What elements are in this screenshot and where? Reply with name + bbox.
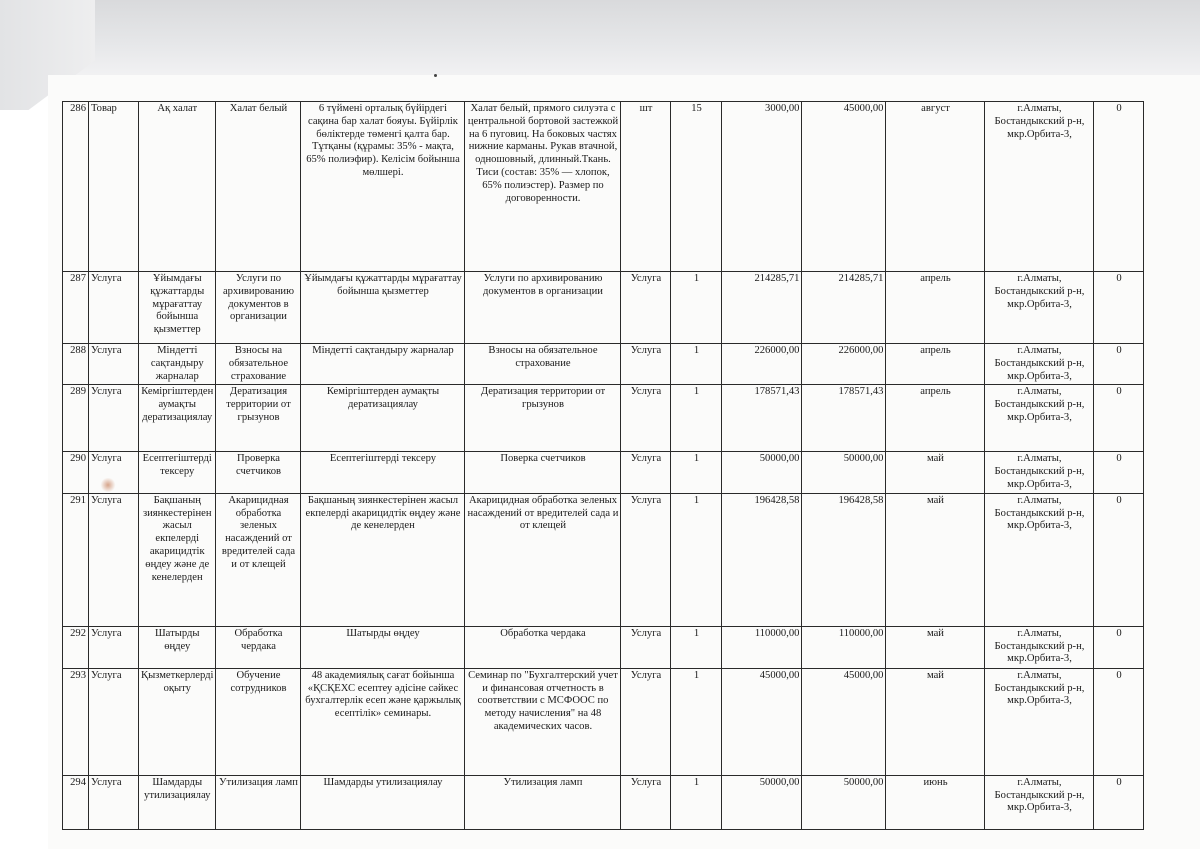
item-type-cell: Услуга	[89, 272, 139, 344]
table-row	[63, 626, 1144, 668]
quantity-cell: 1	[671, 272, 722, 344]
unit-of-measure-cell: Услуга	[621, 668, 671, 775]
row-number-cell: 291	[63, 493, 89, 626]
item-description-ru-cell: Акарицидная обработка зеленых насаждений от вредителей сада и от клещей	[465, 493, 621, 626]
table-row	[63, 102, 1144, 272]
unit-price-cell: 178571,43	[722, 385, 802, 452]
delivery-place-cell: г.Алматы, Бостандыкский р-н, мкр.Орбита-3,	[985, 775, 1094, 829]
item-description-kz-cell: 6 түймені орталық бүйірдегі сақина бар халат бояуы. Бүйірлік бөліктерде төменгі қалта бар. Тұтқаны (құрамы: 35% - мақта, 65% полиэфир). Келісім бойынша мөлшері.	[301, 102, 465, 272]
delivery-month-cell: май	[886, 452, 985, 493]
quantity-cell: 1	[671, 493, 722, 626]
unit-of-measure-cell: Услуга	[621, 344, 671, 385]
table-row	[63, 493, 1144, 626]
item-type-cell: Услуга	[89, 493, 139, 626]
item-name-ru-cell: Акарицидная обработка зеленых насаждений от вредителей сада и от клещей	[216, 493, 301, 626]
advance-percent-cell: 0	[1094, 102, 1144, 272]
delivery-place-cell: г.Алматы, Бостандыкский р-н, мкр.Орбита-3,	[985, 344, 1094, 385]
quantity-cell: 1	[671, 385, 722, 452]
quantity-cell: 1	[671, 344, 722, 385]
item-name-kz-cell: Бақшаның зиянкестерінен жасыл екпелерді акарицидтік өңдеу және де кенелерден	[139, 493, 216, 626]
item-description-ru-cell: Семинар по "Бухгалтерский учет и финансовая отчетность в соответствии с МСФООС по методу начисления" на 48 академических часов.	[465, 668, 621, 775]
row-number-cell: 288	[63, 344, 89, 385]
total-sum-cell: 45000,00	[802, 102, 886, 272]
row-number-cell: 287	[63, 272, 89, 344]
delivery-place-cell: г.Алматы, Бостандыкский р-н, мкр.Орбита-3,	[985, 452, 1094, 493]
item-description-ru-cell: Утилизация ламп	[465, 775, 621, 829]
delivery-month-cell: май	[886, 493, 985, 626]
delivery-month-cell: апрель	[886, 385, 985, 452]
item-name-kz-cell: Ақ халат	[139, 102, 216, 272]
advance-percent-cell: 0	[1094, 385, 1144, 452]
item-name-kz-cell: Кеміргіштерден аумақты дератизациялау	[139, 385, 216, 452]
delivery-place-cell: г.Алматы, Бостандыкский р-н, мкр.Орбита-3,	[985, 626, 1094, 668]
item-description-ru-cell: Дератизация территории от грызунов	[465, 385, 621, 452]
scan-shadow-top	[0, 0, 1200, 80]
item-description-kz-cell: 48 академиялық сағат бойынша «ҚСҚЕХС есептеу әдісіне сәйкес бухгалтерлік есеп және қаржылық есептілік» семинары.	[301, 668, 465, 775]
item-type-cell: Услуга	[89, 775, 139, 829]
total-sum-cell: 50000,00	[802, 775, 886, 829]
item-name-ru-cell: Утилизация ламп	[216, 775, 301, 829]
delivery-place-cell: г.Алматы, Бостандыкский р-н, мкр.Орбита-3,	[985, 493, 1094, 626]
total-sum-cell: 45000,00	[802, 668, 886, 775]
table-row	[63, 385, 1144, 452]
item-description-ru-cell: Обработка чердака	[465, 626, 621, 668]
delivery-month-cell: апрель	[886, 344, 985, 385]
unit-price-cell: 50000,00	[722, 452, 802, 493]
unit-price-cell: 45000,00	[722, 668, 802, 775]
row-number-cell: 292	[63, 626, 89, 668]
table-row	[63, 344, 1144, 385]
delivery-month-cell: август	[886, 102, 985, 272]
quantity-cell: 1	[671, 668, 722, 775]
unit-of-measure-cell: Услуга	[621, 452, 671, 493]
unit-of-measure-cell: Услуга	[621, 493, 671, 626]
delivery-month-cell: май	[886, 668, 985, 775]
table-row	[63, 272, 1144, 344]
item-type-cell: Услуга	[89, 668, 139, 775]
unit-price-cell: 110000,00	[722, 626, 802, 668]
advance-percent-cell: 0	[1094, 493, 1144, 626]
item-name-ru-cell: Дератизация территории от грызунов	[216, 385, 301, 452]
scan-speck	[434, 74, 437, 77]
advance-percent-cell: 0	[1094, 272, 1144, 344]
item-description-kz-cell: Ұйымдағы құжаттарды мұрағаттау бойынша қызметтер	[301, 272, 465, 344]
item-description-kz-cell: Бақшаның зиянкестерінен жасыл екпелерді акарицидтік өңдеу және де кенелерден	[301, 493, 465, 626]
advance-percent-cell: 0	[1094, 344, 1144, 385]
item-name-kz-cell: Шамдарды утилизациялау	[139, 775, 216, 829]
quantity-cell: 15	[671, 102, 722, 272]
item-description-ru-cell: Взносы на обязательное страхование	[465, 344, 621, 385]
delivery-month-cell: июнь	[886, 775, 985, 829]
item-description-kz-cell: Шамдарды утилизациялау	[301, 775, 465, 829]
item-name-ru-cell: Проверка счетчиков	[216, 452, 301, 493]
advance-percent-cell: 0	[1094, 775, 1144, 829]
item-description-ru-cell: Услуги по архивированию документов в организации	[465, 272, 621, 344]
item-name-kz-cell: Ұйымдағы құжаттарды мұрағаттау бойынша қызметтер	[139, 272, 216, 344]
unit-of-measure-cell: шт	[621, 102, 671, 272]
item-description-kz-cell: Шатырды өңдеу	[301, 626, 465, 668]
item-type-cell: Услуга	[89, 344, 139, 385]
total-sum-cell: 226000,00	[802, 344, 886, 385]
advance-percent-cell: 0	[1094, 452, 1144, 493]
advance-percent-cell: 0	[1094, 626, 1144, 668]
table-row	[63, 452, 1144, 493]
item-type-cell: Услуга	[89, 452, 139, 493]
row-number-cell: 286	[63, 102, 89, 272]
quantity-cell: 1	[671, 775, 722, 829]
item-name-ru-cell: Взносы на обязательное страхование	[216, 344, 301, 385]
item-name-ru-cell: Обработка чердака	[216, 626, 301, 668]
item-description-ru-cell: Поверка счетчиков	[465, 452, 621, 493]
advance-percent-cell: 0	[1094, 668, 1144, 775]
procurement-table	[62, 101, 1144, 830]
item-description-kz-cell: Кеміргіштерден аумақты дератизациялау	[301, 385, 465, 452]
item-name-kz-cell: Есептегіштерді тексеру	[139, 452, 216, 493]
delivery-place-cell: г.Алматы, Бостандыкский р-н, мкр.Орбита-3,	[985, 668, 1094, 775]
item-name-ru-cell: Обучение сотрудников	[216, 668, 301, 775]
item-type-cell: Услуга	[89, 385, 139, 452]
item-type-cell: Услуга	[89, 626, 139, 668]
unit-of-measure-cell: Услуга	[621, 385, 671, 452]
delivery-place-cell: г.Алматы, Бостандыкский р-н, мкр.Орбита-3,	[985, 102, 1094, 272]
delivery-place-cell: г.Алматы, Бостандыкский р-н, мкр.Орбита-3,	[985, 385, 1094, 452]
quantity-cell: 1	[671, 452, 722, 493]
item-description-kz-cell: Есептегіштерді тексеру	[301, 452, 465, 493]
unit-of-measure-cell: Услуга	[621, 775, 671, 829]
unit-of-measure-cell: Услуга	[621, 626, 671, 668]
total-sum-cell: 178571,43	[802, 385, 886, 452]
table-row	[63, 775, 1144, 829]
unit-of-measure-cell: Услуга	[621, 272, 671, 344]
unit-price-cell: 3000,00	[722, 102, 802, 272]
item-name-kz-cell: Шатырды өңдеу	[139, 626, 216, 668]
delivery-place-cell: г.Алматы, Бостандыкский р-н, мкр.Орбита-3,	[985, 272, 1094, 344]
delivery-month-cell: апрель	[886, 272, 985, 344]
total-sum-cell: 196428,58	[802, 493, 886, 626]
row-number-cell: 294	[63, 775, 89, 829]
item-name-kz-cell: Міндетті сақтандыру жарналар	[139, 344, 216, 385]
unit-price-cell: 50000,00	[722, 775, 802, 829]
total-sum-cell: 110000,00	[802, 626, 886, 668]
item-description-ru-cell: Халат белый, прямого силуэта с центральной бортовой застежкой на 6 пуговиц. На боковых частях нижние карманы. Рукав втачной, одношовный, длинный.Ткань. Тиси (состав: 35% — хлопок, 65% полиэстер). Размер по договоренности.	[465, 102, 621, 272]
row-number-cell: 293	[63, 668, 89, 775]
item-type-cell: Товар	[89, 102, 139, 272]
row-number-cell: 290	[63, 452, 89, 493]
table-row	[63, 668, 1144, 775]
item-name-ru-cell: Халат белый	[216, 102, 301, 272]
delivery-month-cell: май	[886, 626, 985, 668]
unit-price-cell: 214285,71	[722, 272, 802, 344]
unit-price-cell: 196428,58	[722, 493, 802, 626]
row-number-cell: 289	[63, 385, 89, 452]
item-name-kz-cell: Қызметкерлерді оқыту	[139, 668, 216, 775]
item-name-ru-cell: Услуги по архивированию документов в организации	[216, 272, 301, 344]
unit-price-cell: 226000,00	[722, 344, 802, 385]
scan-smudge	[100, 478, 116, 492]
item-description-kz-cell: Міндетті сақтандыру жарналар	[301, 344, 465, 385]
total-sum-cell: 50000,00	[802, 452, 886, 493]
total-sum-cell: 214285,71	[802, 272, 886, 344]
quantity-cell: 1	[671, 626, 722, 668]
